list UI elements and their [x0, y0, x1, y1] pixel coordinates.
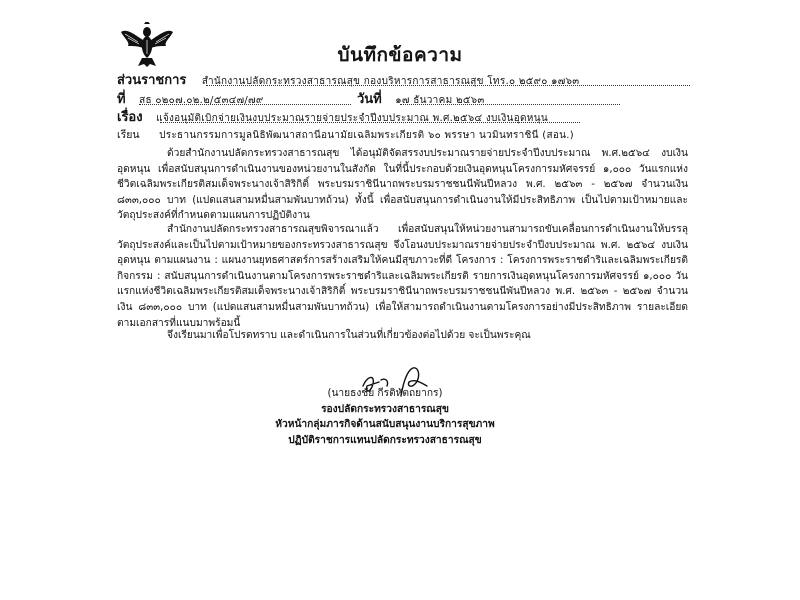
closing-line: จึงเรียนมาเพื่อโปรดทราบ และดำเนินการในส่วนที่เกี่ยวข้องต่อไปด้วย จะเป็นพระคุณ	[167, 330, 531, 341]
body-paragraph-2: สำนักงานปลัดกระทรวงสาธารณสุขพิจารณาแล้ว เพื่อสนับสนุนให้หน่วยงานสามารถขับเคลื่อนการดำเนินงานให้บรรลุวัตถุประสงค์และเป็นไปตามเป้าหมายของกระทรวงสาธารณสุข จึงโอนงบประมาณรายจ่ายประจำปีงบประมาณ พ.ศ. ๒๕๖๔ งบเงินอุดหนุน ตามแผนงาน : แผนงานยุทธศาสตร์การสร้างเสริมให้คนมีสุขภาวะที่ดี โครงการ : โครงการพระราชดำริและเฉลิมพระเกียรติ กิจกรรม : สนับสนุนการดำเนินงานตามโครงการพระราชดำริและเฉลิมพระเกียรติ รายการเงินอุดหนุนโครงการมหัศจรรย์ ๑,๐๐๐ วันแรกแห่งชีวิตเฉลิมพระเกียรติสมเด็จพระนางเจ้าสิริกิติ์ พระบรมราชินีนาถพระบรมราชชนนีพันปีหลวง พ.ศ. ๒๕๖๓ - ๒๕๖๗ จำนวนเงิน ๘๓๓,๐๐๐ บาท (แปดแสนสามหมื่นสามพันบาทถ้วน) เพื่อให้สามารถดำเนินงานตามโครงการอย่างมีประสิทธิภาพ รายละเอียดตามเอกสารที่แนบมาพร้อมนี้	[117, 224, 688, 329]
reference-value: สธ ๐๒๐๗.๐๒.๒/๕๓๔๗/๗๙	[139, 95, 264, 106]
signatory-position-3: ปฏิบัติราชการแทนปลัดกระทรวงสาธารณสุข	[288, 435, 482, 446]
reference-label: ที่	[117, 92, 126, 107]
subject-label: เรื่อง	[117, 110, 143, 125]
to-row	[117, 126, 574, 143]
department-row	[117, 69, 579, 90]
signatory-position-1: รองปลัดกระทรวงสาธารณสุข	[321, 404, 449, 415]
signatory-name: (นายธงชัย กีรติหัตถยากร)	[327, 388, 443, 399]
department-dotted-line	[206, 85, 690, 86]
subject-value: แจ้งอนุมัติเบิกจ่ายเงินงบประมาณรายจ่ายประจำปีงบประมาณ พ.ศ.๒๕๖๔ งบเงินอุดหนุน	[156, 113, 548, 124]
department-value: สำนักงานปลัดกระทรวงสาธารณสุข กองบริหารการสาธารณสุข โทร.๐ ๒๕๙๐ ๑๗๖๓	[201, 76, 580, 87]
date-dotted-line	[400, 104, 620, 105]
to-value: ประธานกรรมการมูลนิธิพัฒนาสถานีอนามัยเฉลิมพระเกียรติ ๖๐ พรรษา นวมินทราชินี (สอน.)	[159, 130, 574, 141]
reference-dotted-line	[139, 104, 351, 105]
date-label: วันที่	[357, 92, 382, 107]
signatory-position-2: หัวหน้ากลุ่มภารกิจด้านสนับสนุนงานบริการสุขภาพ	[275, 419, 495, 430]
memo-title: บันทึกข้อความ	[337, 44, 463, 66]
subject-row	[117, 106, 548, 127]
subject-dotted-line	[160, 122, 580, 123]
body-paragraph-1: ด้วยสำนักงานปลัดกระทรวงสาธารณสุข ได้อนุมัติจัดสรรงบประมาณรายจ่ายประจำปีงบประมาณ พ.ศ.๒๕๖๔ งบเงินอุดหนุน เพื่อสนับสนุนการดำเนินงานของหน่วยงานในสังกัด ในที่นี้ประกอบด้วยเงินอุดหนุนโครงการมหัศจรรย์ ๑,๐๐๐ วันแรกแห่งชีวิตเฉลิมพระเกียรติสมเด็จพระนางเจ้าสิริกิติ์ พระบรมราชินีนาถพระบรมราชชนนีพันปีหลวง พ.ศ. ๒๕๖๓ - ๒๕๖๗ จำนวนเงิน ๘๓๓,๐๐๐ บาท (แปดแสนสามหมื่นสามพันบาทถ้วน) ทั้งนี้ เพื่อสนับสนุนการดำเนินงานให้มีประสิทธิภาพ เป็นไปตามเป้าหมายและวัตถุประสงค์ที่กำหนดตามแผนการปฏิบัติงาน	[117, 148, 688, 222]
department-label: ส่วนราชการ	[117, 73, 187, 88]
date-value: ๑๗ ธันวาคม ๒๕๖๓	[395, 95, 485, 106]
to-label: เรียน	[117, 129, 140, 141]
